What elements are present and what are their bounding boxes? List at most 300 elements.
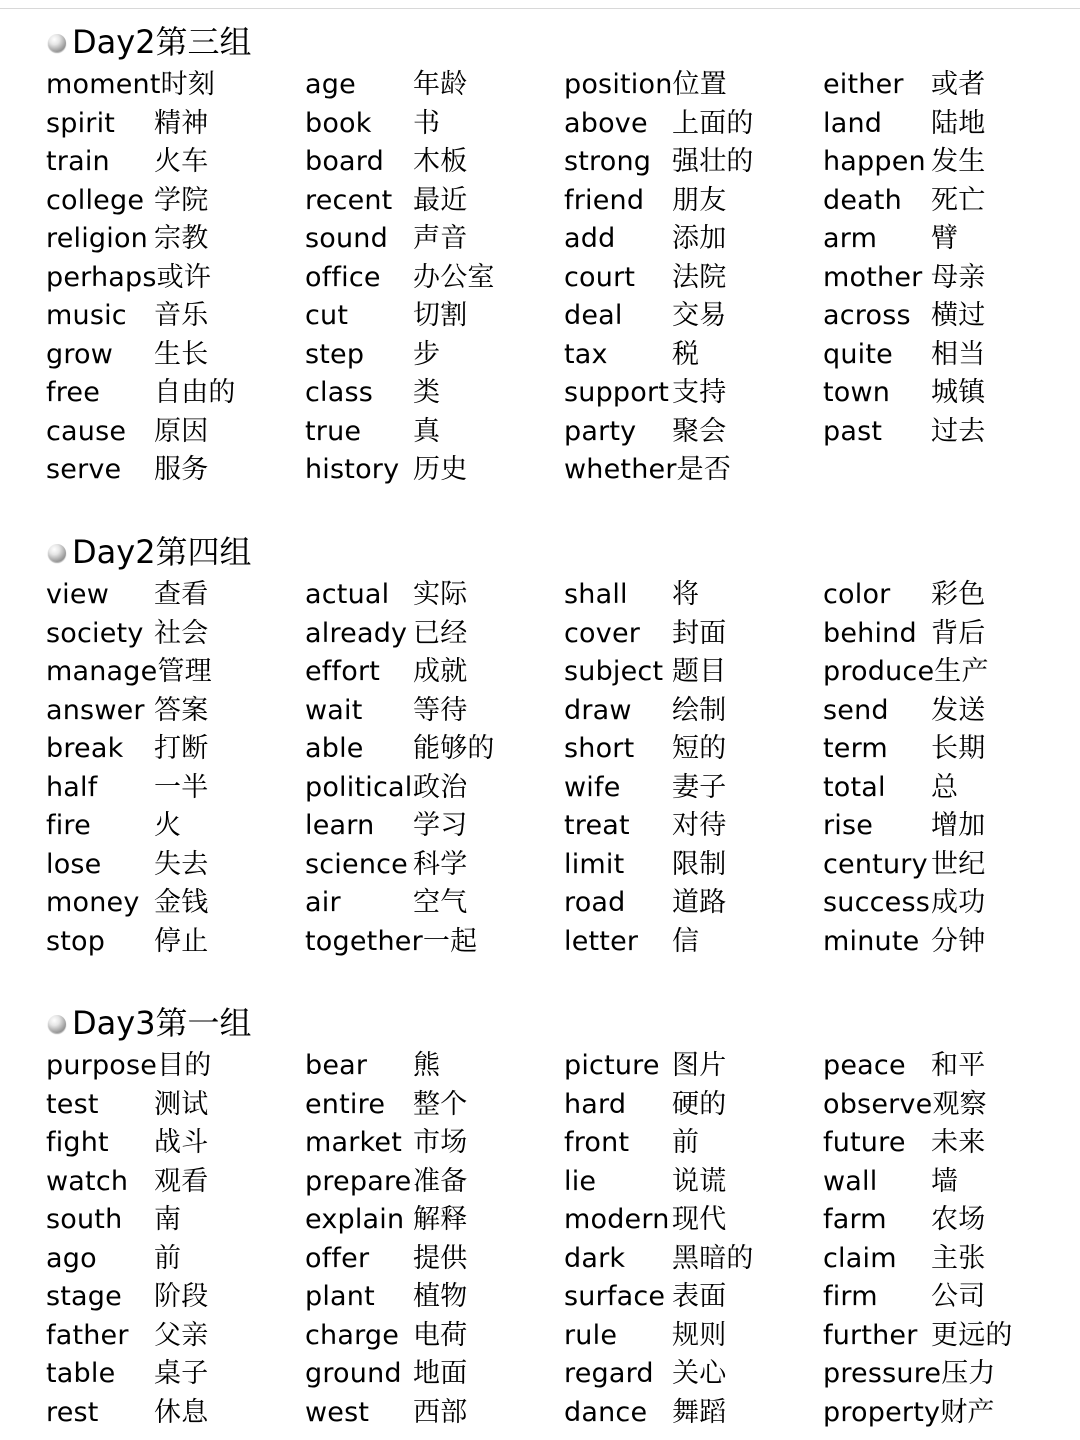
chinese-meaning: 聚会: [672, 415, 727, 447]
chinese-meaning: 或者: [931, 69, 986, 101]
chinese-meaning: 长期: [931, 733, 986, 765]
vocab-entry: [305, 807, 564, 846]
chinese-meaning: 现代: [672, 1204, 727, 1236]
vocab-entry: [823, 105, 1080, 144]
chinese-meaning: 税: [672, 338, 700, 370]
chinese-meaning: 世纪: [931, 848, 986, 880]
english-word: happen: [823, 146, 926, 178]
english-word: fight: [46, 1127, 109, 1159]
english-word: across: [823, 300, 911, 332]
english-word: pressure: [823, 1358, 942, 1390]
chinese-meaning: 办公室: [413, 261, 495, 293]
chinese-meaning: 硬的: [672, 1088, 727, 1120]
vocab-entry: [823, 1124, 1080, 1163]
english-word: support: [564, 377, 670, 409]
vocab-entry: [46, 105, 305, 144]
chinese-meaning: 臂: [931, 223, 959, 255]
vocab-entry: [823, 653, 1080, 692]
chinese-meaning: 彩色: [931, 579, 986, 611]
chinese-meaning: 一半: [154, 771, 209, 803]
chinese-meaning: 位置: [672, 69, 727, 101]
vocab-entry: [564, 884, 823, 923]
vocab-entry: [564, 807, 823, 846]
vocab-entry: [564, 1201, 823, 1240]
chinese-meaning: 战斗: [154, 1127, 209, 1159]
english-word: quite: [823, 338, 893, 370]
english-word: term: [823, 733, 888, 765]
english-word: regard: [564, 1358, 654, 1390]
chinese-meaning: 南: [154, 1204, 182, 1236]
english-word: short: [564, 733, 635, 765]
chinese-meaning: 相当: [931, 338, 986, 370]
english-word: college: [46, 184, 145, 216]
chinese-meaning: 和平: [931, 1050, 986, 1082]
english-word: spirit: [46, 107, 116, 139]
section-title-text: Day3第一组: [72, 1004, 252, 1042]
english-word: century: [823, 848, 928, 880]
english-word: treat: [564, 810, 630, 842]
english-word: age: [305, 69, 356, 101]
vocab-entry: [46, 807, 305, 846]
chinese-meaning: 成就: [413, 656, 468, 688]
vocab-entry: [305, 1240, 564, 1279]
english-word: rule: [564, 1319, 618, 1351]
vocab-entry: [823, 769, 1080, 808]
vocab-entry: [564, 451, 823, 490]
english-word: offer: [305, 1242, 370, 1274]
english-word: perhaps: [46, 261, 157, 293]
english-word: court: [564, 261, 636, 293]
english-word: moment: [46, 69, 161, 101]
vocab-entry: [46, 1163, 305, 1202]
chinese-meaning: 火: [154, 810, 182, 842]
english-word: science: [305, 848, 408, 880]
vocab-entry: [46, 1240, 305, 1279]
vocab-entry: [46, 846, 305, 885]
chinese-meaning: 未来: [931, 1127, 986, 1159]
english-word: cut: [305, 300, 349, 332]
english-word: plant: [305, 1281, 375, 1313]
chinese-meaning: 法院: [672, 261, 727, 293]
chinese-meaning: 服务: [154, 454, 209, 486]
english-word: history: [305, 454, 400, 486]
vocab-entry: [46, 182, 305, 221]
english-word: whether: [564, 454, 677, 486]
vocab-entry: [46, 66, 305, 105]
english-word: stage: [46, 1281, 122, 1313]
chinese-meaning: 规则: [672, 1319, 727, 1351]
english-word: send: [823, 694, 889, 726]
chinese-meaning: 精神: [154, 107, 209, 139]
chinese-meaning: 熊: [413, 1050, 441, 1082]
chinese-meaning: 封面: [672, 617, 727, 649]
vocab-entry: [823, 1355, 1080, 1394]
chinese-meaning: 科学: [413, 848, 468, 880]
chinese-meaning: 电荷: [413, 1319, 468, 1351]
chinese-meaning: 政治: [413, 771, 468, 803]
vocab-entry: [823, 1201, 1080, 1240]
english-word: limit: [564, 848, 625, 880]
chinese-meaning: 城镇: [931, 377, 986, 409]
english-word: past: [823, 415, 883, 447]
english-word: above: [564, 107, 648, 139]
chinese-meaning: 最近: [413, 184, 468, 216]
english-word: produce: [823, 656, 935, 688]
vocab-entry: [46, 923, 305, 962]
vocab-entry: [564, 576, 823, 615]
section-title-text: Day2第三组: [72, 23, 252, 61]
vocab-entry: [305, 923, 564, 962]
english-word: grow: [46, 338, 114, 370]
english-word: dark: [564, 1242, 626, 1274]
english-word: picture: [564, 1050, 660, 1082]
english-word: rise: [823, 810, 874, 842]
english-word: observe: [823, 1088, 933, 1120]
english-word: claim: [823, 1242, 897, 1274]
chinese-meaning: 地面: [413, 1358, 468, 1390]
chinese-meaning: 主张: [931, 1242, 986, 1274]
vocab-entry: [46, 1124, 305, 1163]
english-word: entire: [305, 1088, 386, 1120]
chinese-meaning: 交易: [672, 300, 727, 332]
vocab-entry: [305, 1086, 564, 1125]
chinese-meaning: 支持: [672, 377, 727, 409]
vocab-entry: [564, 374, 823, 413]
chinese-meaning: 阶段: [154, 1281, 209, 1313]
chinese-meaning: 目的: [157, 1050, 212, 1082]
vocab-entry: [823, 576, 1080, 615]
vocab-grid: [46, 576, 1080, 961]
vocab-entry: [564, 182, 823, 221]
vocab-entry: [305, 297, 564, 336]
vocab-entry: [305, 374, 564, 413]
vocab-entry: [564, 297, 823, 336]
chinese-meaning: 观察: [932, 1088, 987, 1120]
vocab-entry: [305, 105, 564, 144]
chinese-meaning: 历史: [413, 454, 468, 486]
english-word: table: [46, 1358, 116, 1390]
vocab-entry: [564, 769, 823, 808]
chinese-meaning: 步: [413, 338, 441, 370]
vocab-entry: [564, 66, 823, 105]
vocab-entry: [305, 1278, 564, 1317]
chinese-meaning: 农场: [931, 1204, 986, 1236]
vocab-entry: [823, 884, 1080, 923]
chinese-meaning: 说谎: [672, 1165, 727, 1197]
vocab-entry: [564, 692, 823, 731]
vocab-grid: [46, 1047, 1080, 1432]
vocab-entry: [823, 1394, 1080, 1433]
vocab-entry: [305, 653, 564, 692]
vocab-entry: [305, 182, 564, 221]
english-word: watch: [46, 1165, 129, 1197]
chinese-meaning: 生长: [154, 338, 209, 370]
vocab-entry: [823, 413, 1080, 452]
chinese-meaning: 观看: [154, 1165, 209, 1197]
chinese-meaning: 背后: [931, 617, 986, 649]
english-word: test: [46, 1088, 99, 1120]
chinese-meaning: 真: [413, 415, 441, 447]
vocab-entry: [46, 297, 305, 336]
chinese-meaning: 查看: [154, 579, 209, 611]
english-word: property: [823, 1396, 941, 1428]
english-word: tax: [564, 338, 608, 370]
english-word: total: [823, 771, 886, 803]
vocab-entry: [564, 1317, 823, 1356]
vocab-entry: [823, 297, 1080, 336]
english-word: farm: [823, 1204, 887, 1236]
chinese-meaning: 西部: [413, 1396, 468, 1428]
chinese-meaning: 前: [154, 1242, 182, 1274]
english-word: surface: [564, 1281, 666, 1313]
chinese-meaning: 黑暗的: [672, 1242, 754, 1274]
english-word: answer: [46, 694, 145, 726]
chinese-meaning: 切割: [413, 300, 468, 332]
vocab-entry: [46, 143, 305, 182]
english-word: ground: [305, 1358, 402, 1390]
english-word: break: [46, 733, 124, 765]
english-word: market: [305, 1127, 403, 1159]
chinese-meaning: 学院: [154, 184, 209, 216]
vocab-entry: [46, 769, 305, 808]
section-title-text: Day2第四组: [72, 533, 252, 571]
vocab-entry: [46, 653, 305, 692]
english-word: town: [823, 377, 891, 409]
english-word: peace: [823, 1050, 906, 1082]
chinese-meaning: 生产: [934, 656, 989, 688]
chinese-meaning: 学习: [413, 810, 468, 842]
chinese-meaning: 分钟: [931, 925, 986, 957]
vocab-entry: [564, 1086, 823, 1125]
english-word: lose: [46, 848, 102, 880]
chinese-meaning: 表面: [672, 1281, 727, 1313]
english-word: firm: [823, 1281, 878, 1313]
section-title: [48, 532, 252, 572]
chinese-meaning: 宗教: [154, 223, 209, 255]
english-word: explain: [305, 1204, 405, 1236]
vocab-entry: [46, 259, 305, 298]
english-word: deal: [564, 300, 623, 332]
vocab-entry: [46, 1317, 305, 1356]
english-word: letter: [564, 925, 639, 957]
chinese-meaning: 增加: [931, 810, 986, 842]
vocab-entry: [305, 66, 564, 105]
english-word: shall: [564, 579, 628, 611]
english-word: manage: [46, 656, 158, 688]
bullet-icon: [48, 544, 66, 562]
english-word: further: [823, 1319, 918, 1351]
chinese-meaning: 舞蹈: [672, 1396, 727, 1428]
chinese-meaning: 等待: [413, 694, 468, 726]
english-word: death: [823, 184, 902, 216]
chinese-meaning: 前: [672, 1127, 700, 1159]
english-word: wall: [823, 1165, 878, 1197]
chinese-meaning: 墙: [931, 1165, 959, 1197]
english-word: subject: [564, 656, 664, 688]
chinese-meaning: 发生: [931, 146, 986, 178]
english-word: draw: [564, 694, 632, 726]
vocab-entry: [46, 336, 305, 375]
vocab-entry: [305, 884, 564, 923]
vocab-entry: [305, 336, 564, 375]
chinese-meaning: 类: [413, 377, 441, 409]
chinese-meaning: 添加: [672, 223, 727, 255]
english-word: success: [823, 887, 931, 919]
vocab-entry: [823, 923, 1080, 962]
vocab-entry: [564, 143, 823, 182]
english-word: wait: [305, 694, 363, 726]
vocab-entry: [823, 1086, 1080, 1125]
vocab-entry: [46, 1047, 305, 1086]
english-word: board: [305, 146, 384, 178]
english-word: fire: [46, 810, 91, 842]
vocab-entry: [823, 807, 1080, 846]
chinese-meaning: 公司: [931, 1281, 986, 1313]
english-word: land: [823, 107, 883, 139]
english-word: future: [823, 1127, 906, 1159]
vocab-entry: [564, 730, 823, 769]
chinese-meaning: 横过: [931, 300, 986, 332]
chinese-meaning: 能够的: [413, 733, 495, 765]
chinese-meaning: 声音: [413, 223, 468, 255]
vocab-entry: [305, 1163, 564, 1202]
english-word: effort: [305, 656, 381, 688]
vocab-entry: [46, 1394, 305, 1433]
vocab-entry: [564, 259, 823, 298]
chinese-meaning: 自由的: [154, 377, 236, 409]
chinese-meaning: 更远的: [931, 1319, 1013, 1351]
english-word: learn: [305, 810, 375, 842]
english-word: minute: [823, 925, 920, 957]
bullet-icon: [48, 1015, 66, 1033]
english-word: stop: [46, 925, 106, 957]
vocab-entry: [305, 143, 564, 182]
vocab-entry: [823, 1047, 1080, 1086]
chinese-meaning: 桌子: [154, 1358, 209, 1390]
chinese-meaning: 关心: [672, 1358, 727, 1390]
vocab-entry: [46, 730, 305, 769]
english-word: prepare: [305, 1165, 412, 1197]
vocab-entry: [305, 615, 564, 654]
english-word: purpose: [46, 1050, 158, 1082]
english-word: wife: [564, 771, 621, 803]
vocab-entry: [564, 1047, 823, 1086]
english-word: ago: [46, 1242, 97, 1274]
english-word: position: [564, 69, 673, 101]
english-word: actual: [305, 579, 390, 611]
chinese-meaning: 原因: [154, 415, 209, 447]
chinese-meaning: 音乐: [154, 300, 209, 332]
chinese-meaning: 信: [672, 925, 700, 957]
chinese-meaning: 短的: [672, 733, 727, 765]
chinese-meaning: 或许: [156, 261, 212, 293]
vocab-entry: [823, 730, 1080, 769]
chinese-meaning: 图片: [672, 1050, 727, 1082]
chinese-meaning: 植物: [413, 1281, 468, 1313]
vocab-entry: [305, 220, 564, 259]
vocab-entry: [46, 1201, 305, 1240]
english-word: add: [564, 223, 616, 255]
vocab-entry: [564, 1163, 823, 1202]
chinese-meaning: 停止: [154, 925, 209, 957]
english-word: class: [305, 377, 374, 409]
vocab-entry: [305, 413, 564, 452]
english-word: political: [305, 771, 413, 803]
chinese-meaning: 发送: [931, 694, 986, 726]
vocab-entry: [46, 1086, 305, 1125]
english-word: together: [305, 925, 423, 957]
english-word: train: [46, 146, 110, 178]
vocab-entry: [305, 730, 564, 769]
english-word: arm: [823, 223, 878, 255]
vocab-entry: [305, 259, 564, 298]
english-word: either: [823, 69, 904, 101]
chinese-meaning: 社会: [154, 617, 209, 649]
english-word: book: [305, 107, 372, 139]
vocab-entry: [823, 336, 1080, 375]
chinese-meaning: 成功: [931, 887, 986, 919]
chinese-meaning: 管理: [157, 656, 212, 688]
chinese-meaning: 准备: [413, 1165, 468, 1197]
english-word: society: [46, 617, 144, 649]
english-word: step: [305, 338, 365, 370]
english-word: half: [46, 771, 98, 803]
chinese-meaning: 将: [672, 579, 700, 611]
chinese-meaning: 父亲: [154, 1319, 209, 1351]
english-word: air: [305, 887, 341, 919]
chinese-meaning: 金钱: [154, 887, 209, 919]
english-word: already: [305, 617, 408, 649]
english-word: west: [305, 1396, 370, 1428]
vocab-entry: [564, 923, 823, 962]
chinese-meaning: 市场: [413, 1127, 468, 1159]
vocab-entry: [823, 374, 1080, 413]
english-word: modern: [564, 1204, 670, 1236]
english-word: road: [564, 887, 626, 919]
bullet-icon: [48, 34, 66, 52]
english-word: money: [46, 887, 140, 919]
english-word: front: [564, 1127, 630, 1159]
english-word: office: [305, 261, 381, 293]
vocab-entry: [46, 884, 305, 923]
english-word: strong: [564, 146, 652, 178]
vocab-entry: [305, 1124, 564, 1163]
vocab-entry: [564, 220, 823, 259]
chinese-meaning: 火车: [154, 146, 209, 178]
vocab-entry: [564, 1240, 823, 1279]
chinese-meaning: 题目: [672, 656, 727, 688]
vocab-entry: [564, 1355, 823, 1394]
vocab-entry: [823, 66, 1080, 105]
english-word: party: [564, 415, 637, 447]
english-word: music: [46, 300, 127, 332]
section-title: [48, 22, 252, 62]
chinese-meaning: 解释: [413, 1204, 468, 1236]
vocab-entry: [823, 182, 1080, 221]
vocab-entry: [564, 615, 823, 654]
chinese-meaning: 失去: [154, 848, 209, 880]
chinese-meaning: 木板: [413, 146, 468, 178]
vocab-entry: [305, 692, 564, 731]
vocab-entry: [305, 1201, 564, 1240]
vocab-entry: [564, 1278, 823, 1317]
chinese-meaning: 空气: [413, 887, 468, 919]
chinese-meaning: 答案: [154, 694, 209, 726]
chinese-meaning: 母亲: [931, 261, 986, 293]
english-word: bear: [305, 1050, 368, 1082]
english-word: serve: [46, 454, 122, 486]
vocab-entry: [564, 1394, 823, 1433]
